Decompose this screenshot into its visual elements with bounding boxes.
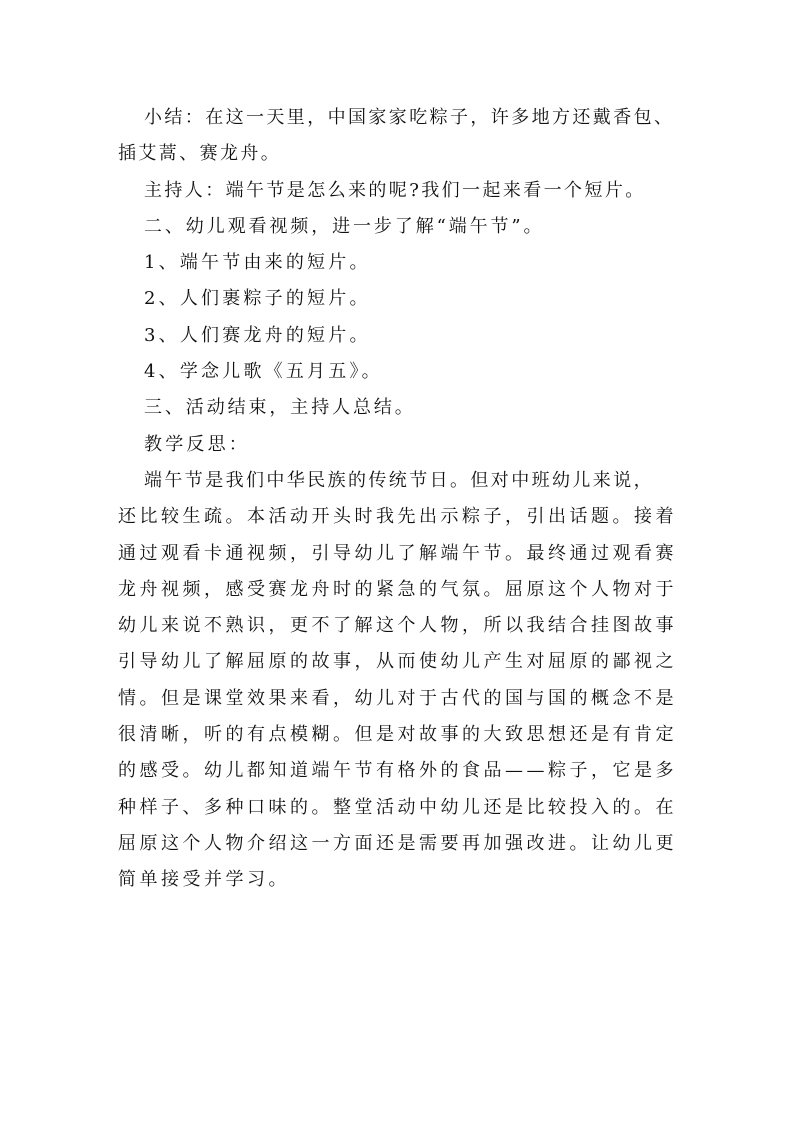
section-heading-3: 三、活动结束，主持人总结。 (144, 397, 416, 419)
list-item-4: 4、学念儿歌《五月五》。 (144, 361, 383, 383)
list-item-1: 1、端午节由来的短片。 (144, 252, 371, 274)
summary-line-2: 插艾蒿、赛龙舟。 (118, 143, 282, 165)
reflection-line: 的感受。幼儿都知道端午节有格外的食品——粽子，它是多 (118, 760, 677, 782)
document-body (118, 100, 688, 899)
reflection-line: 简单接受并学习。 (118, 869, 290, 891)
reflection-line: 龙舟视频，感受赛龙舟时的紧急的气氛。屈原这个人物对于 (118, 578, 677, 600)
reflection-line: 端午节是我们中华民族的传统节日。但对中班幼儿来说， (144, 469, 654, 491)
reflection-line: 引导幼儿了解屈原的故事，从而使幼儿产生对屈原的鄙视之 (118, 651, 677, 673)
reflection-line: 还比较生疏。本活动开头时我先出示粽子，引出话题。接着 (118, 506, 677, 528)
reflection-line: 通过观看卡通视频，引导幼儿了解端午节。最终通过观看赛 (118, 542, 677, 564)
reflection-line: 种样子、多种口味的。整堂活动中幼儿还是比较投入的。在 (118, 796, 677, 818)
reflection-line: 幼儿来说不熟识，更不了解这个人物，所以我结合挂图故事 (118, 615, 677, 637)
summary-line-1: 小结：在这一天里，中国家家吃粽子，许多地方还戴香包、 (144, 107, 675, 128)
host-line: 主持人：端午节是怎么来的呢?我们一起来看一个短片。 (144, 179, 646, 201)
list-item-3: 3、人们赛龙舟的短片。 (144, 324, 371, 346)
reflection-line: 屈原这个人物介绍这一方面还是需要再加强改进。让幼儿更 (118, 832, 677, 854)
section-heading-2: 二、幼儿观看视频，进一步了解“端午节”。 (144, 215, 545, 237)
reflection-heading: 教学反思： (144, 433, 250, 455)
list-item-2: 2、人们裹粽子的短片。 (144, 288, 371, 310)
reflection-line: 很清晰，听的有点模糊。但是对故事的大致思想还是有肯定 (118, 724, 677, 746)
reflection-line: 情。但是课堂效果来看，幼儿对于古代的国与国的概念不是 (118, 687, 677, 709)
